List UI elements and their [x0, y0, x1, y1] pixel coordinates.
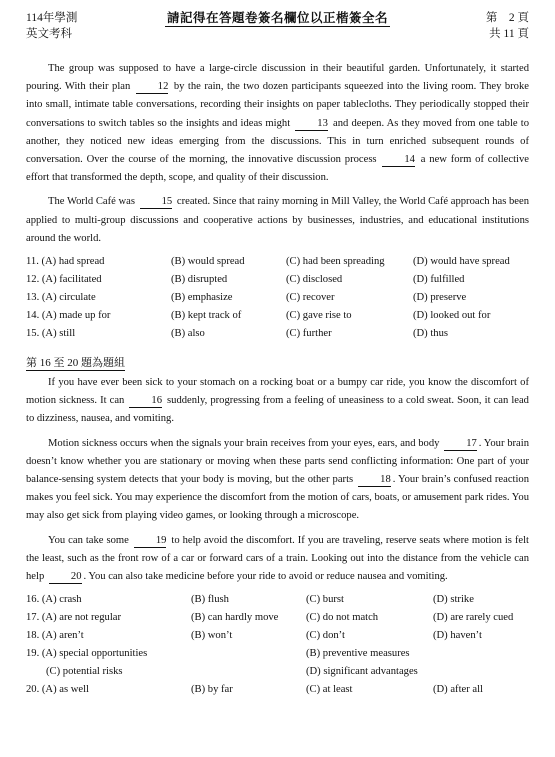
- option-c: (C) further: [286, 328, 332, 340]
- question-row: [26, 310, 529, 328]
- passage1-paragraph1: [26, 60, 529, 187]
- passage-text: suddenly, progressing from a feeling of uneasiness to a cold sweat. Soon, it can lead to dizziness, nausea, and vomiting.: [26, 395, 529, 425]
- option-d: (D) thus: [413, 328, 449, 340]
- option-d: (D) preserve: [413, 292, 467, 304]
- empty-cell: [191, 648, 306, 666]
- exam-year: 114年學測: [26, 12, 78, 24]
- notice-text: 請記得在答題卷簽名欄位以正楷簽全名: [166, 11, 388, 25]
- passage1-paragraph2: [26, 193, 529, 248]
- question-row-19-cont: [26, 666, 529, 684]
- question-row-19: [26, 648, 529, 666]
- passage-text: The group was supposed to have a large-circle discussion in their beautiful garden. Unfortunately, it started pouring. With their plan: [26, 63, 529, 93]
- signature-notice: [26, 10, 529, 26]
- blank-15: 15: [140, 196, 173, 209]
- option-b: (B) emphasize: [171, 292, 233, 304]
- passage-text: and deepen. As they moved from one table to another, they noticed new ideas emerging from the discussions. This in turn enriched subsequent rounds of conversation. Over the course of the morning, the innovative discussion process: [26, 117, 529, 166]
- q20-d: (D) after all: [433, 684, 483, 696]
- passage2-paragraph1: [26, 374, 529, 429]
- passage-text: to help avoid the discomfort. If you are traveling, reserve seats where motion is felt the least, such as the front row of a car or forward cars of a train. Looking out into the distance from the vehicle can help: [26, 534, 529, 583]
- option-c: (C) recover: [286, 292, 335, 304]
- options-11-15: [26, 256, 529, 346]
- page-content: [26, 60, 529, 708]
- option-a: 15. (A) still: [26, 328, 76, 340]
- option-d: (D) would have spread: [413, 256, 510, 268]
- option-a: 18. (A) aren’t: [26, 630, 84, 642]
- q19-c: (C) potential risks: [46, 666, 123, 678]
- page-number: [486, 10, 529, 42]
- blank-14: 14: [382, 154, 415, 167]
- question-number: 19.: [26, 648, 40, 660]
- option-d: (D) looked out for: [413, 310, 491, 322]
- option-c: (C) don’t: [306, 630, 345, 642]
- blank-16: 16: [129, 395, 162, 408]
- passage-text: . Your brain’s confused reaction makes you feel sick. You may experience the discomfort from the motion of cars, boats, or amusement park rides. You may also get sick from playing video games, or looking through a microscope.: [26, 474, 530, 522]
- question-row: [26, 292, 529, 310]
- passage-text: a new form of collective effort that transformed the depth, scope, and quality of their discussion.: [26, 154, 529, 184]
- option-b: (B) can hardly move: [191, 612, 279, 624]
- passage-text: . You can also take medicine before your ride to avoid or reduce nausea and vomiting.: [83, 571, 448, 583]
- options-16-20: [26, 594, 529, 702]
- option-c: (C) had been spreading: [286, 256, 385, 268]
- option-d: (D) fulfilled: [413, 274, 465, 286]
- question-row: [26, 328, 529, 346]
- option-text: (A) as well: [41, 684, 89, 696]
- q20-a: [26, 684, 191, 702]
- option-d: (D) are rarely cued: [433, 612, 514, 624]
- question-row: [26, 612, 529, 630]
- q20-b: (B) by far: [191, 684, 233, 696]
- empty-cell: [191, 666, 306, 684]
- q19-a: [26, 648, 191, 666]
- question-row: [26, 256, 529, 274]
- passage-text: You can take some: [48, 534, 129, 546]
- question-number: 20.: [26, 684, 40, 696]
- option-text: (A) special opportunities: [41, 648, 148, 660]
- passage-text: If you have ever been sick to your stomach on a rocking boat or a bumpy car ride, you know the discomfort of motion sickness. It can: [26, 377, 529, 407]
- passage-text: Motion sickness occurs when the signals your brain receives from your eyes, ears, and body: [48, 437, 440, 449]
- blank-12: 12: [136, 81, 169, 94]
- option-d: (D) strike: [433, 594, 474, 606]
- option-b: (B) also: [171, 328, 205, 340]
- option-b: (B) won’t: [191, 630, 233, 642]
- q20-c: (C) at least: [306, 684, 353, 696]
- exam-subject: 英文考科: [26, 28, 72, 40]
- blank-13: 13: [295, 118, 328, 131]
- option-d: (D) haven’t: [433, 630, 482, 642]
- option-a: 14. (A) made up for: [26, 310, 111, 322]
- passage-text: by the rain, the two dozen participants squeezed into the living room. They broke into small, intimate table conversations, recording their insights on paper tablecloths. They periodically stopped their conversations to switch tables so the insights and ideas might: [26, 81, 529, 129]
- question-row: [26, 594, 529, 612]
- option-b: (B) flush: [191, 594, 229, 606]
- option-c: (C) do not match: [306, 612, 379, 624]
- option-a: 11. (A) had spread: [26, 256, 105, 268]
- section-title-text: 第 16 至 20 題為題組: [26, 357, 125, 370]
- option-b: (B) would spread: [171, 256, 245, 268]
- blank-18: 18: [358, 474, 391, 487]
- question-row: [26, 630, 529, 648]
- passage-text: The World Café was: [48, 196, 135, 208]
- q19-d: (D) significant advantages: [306, 666, 418, 678]
- q19-b: (B) preventive measures: [306, 648, 410, 660]
- passage2-paragraph3: [26, 532, 529, 587]
- option-b: (B) kept track of: [171, 310, 242, 322]
- blank-17: 17: [444, 438, 477, 451]
- blank-19: 19: [134, 535, 167, 548]
- passage-text: created. Since that rainy morning in Mill Valley, the World Café approach has been applied to multi-group discussions and cooperative actions by businesses, industries, and educational institutions around the world.: [26, 196, 530, 244]
- option-a: 13. (A) circulate: [26, 292, 96, 304]
- option-a: 16. (A) crash: [26, 594, 82, 606]
- option-a: 12. (A) facilitated: [26, 274, 102, 286]
- page-current: 第 2 頁: [485, 12, 529, 24]
- option-c: (C) disclosed: [286, 274, 343, 286]
- question-row-20: [26, 684, 529, 702]
- passage-text: . Your brain doesn’t know whether you are stationary or moving when these parts send conflicting information: One part of your balance-sensing system detects that your body is moving, but the other parts: [26, 437, 530, 486]
- option-a: 17. (A) are not regular: [26, 612, 122, 624]
- passage2-paragraph2: [26, 435, 529, 526]
- section-title: [26, 354, 529, 370]
- blank-20: 20: [49, 571, 82, 584]
- option-c: (C) gave rise to: [286, 310, 352, 322]
- page-total: 共 11 頁: [489, 28, 529, 40]
- option-c: (C) burst: [306, 594, 344, 606]
- option-b: (B) disrupted: [171, 274, 228, 286]
- page-header: [26, 10, 529, 44]
- question-row: [26, 274, 529, 292]
